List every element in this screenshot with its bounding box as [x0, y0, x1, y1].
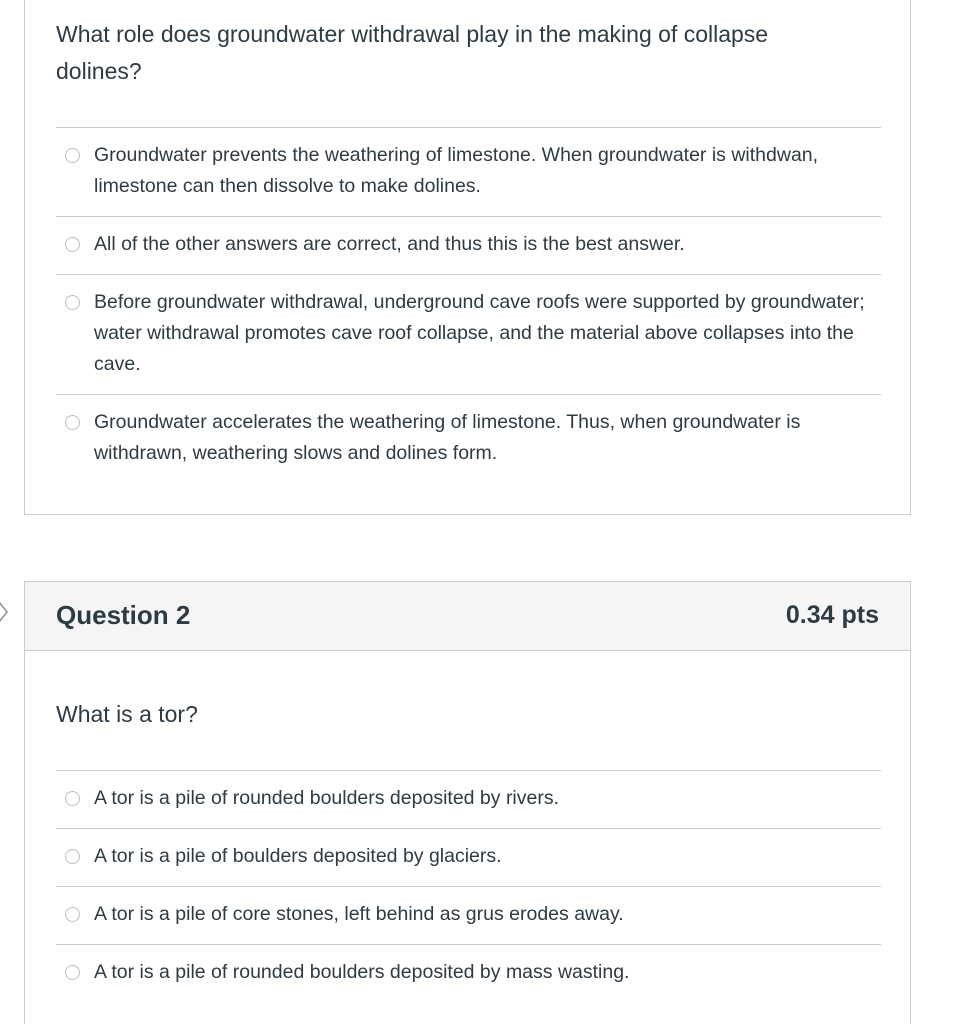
question-1-answers	[56, 127, 881, 483]
radio-unchecked-icon[interactable]	[65, 849, 80, 864]
answer-option[interactable]	[56, 394, 881, 483]
answer-option[interactable]	[56, 886, 881, 944]
radio-unchecked-icon[interactable]	[65, 907, 80, 922]
question-2-text: What is a tor?	[56, 701, 198, 727]
radio-unchecked-icon[interactable]	[65, 965, 80, 980]
answer-option[interactable]	[56, 944, 881, 1002]
answer-option[interactable]	[56, 127, 881, 216]
answer-option[interactable]	[56, 216, 881, 274]
answer-label: A tor is a pile of core stones, left behind as grus erodes away.	[94, 903, 624, 925]
answer-option[interactable]	[56, 770, 881, 828]
answer-label: A tor is a pile of boulders deposited by glaciers.	[94, 845, 502, 867]
radio-unchecked-icon[interactable]	[65, 415, 80, 430]
question-title: Question 2	[56, 600, 191, 630]
radio-unchecked-icon[interactable]	[65, 148, 80, 163]
answer-label: All of the other answers are correct, and thus this is the best answer.	[94, 233, 685, 255]
radio-unchecked-icon[interactable]	[65, 791, 80, 806]
radio-unchecked-icon[interactable]	[65, 237, 80, 252]
question-header	[25, 582, 910, 651]
answer-label: A tor is a pile of rounded boulders deposited by rivers.	[94, 787, 560, 809]
answer-label: Groundwater accelerates the weathering of limestone. Thus, when groundwater is withdrawn, weathering slows and dolines form.	[94, 411, 801, 464]
question-1-text: What role does groundwater withdrawal play in the making of collapse dolines?	[56, 21, 769, 84]
answer-label: Groundwater prevents the weathering of limestone. When groundwater is withdwan, limestone can then dissolve to make dolines.	[94, 144, 819, 197]
question-2-answers	[56, 770, 881, 1002]
question-points: 0.34 pts	[785, 601, 879, 629]
answer-label: A tor is a pile of rounded boulders deposited by mass wasting.	[94, 961, 630, 983]
answer-label: Before groundwater withdrawal, underground cave roofs were supported by groundwater; water withdrawal promotes cave roof collapse, and the material above collapses into the cave.	[94, 291, 865, 375]
radio-unchecked-icon[interactable]	[65, 295, 80, 310]
answer-option[interactable]	[56, 828, 881, 886]
question-2-card	[24, 581, 911, 1024]
answer-option[interactable]	[56, 274, 881, 394]
chevron-right-icon[interactable]	[0, 599, 10, 625]
question-1-card	[24, 0, 911, 515]
